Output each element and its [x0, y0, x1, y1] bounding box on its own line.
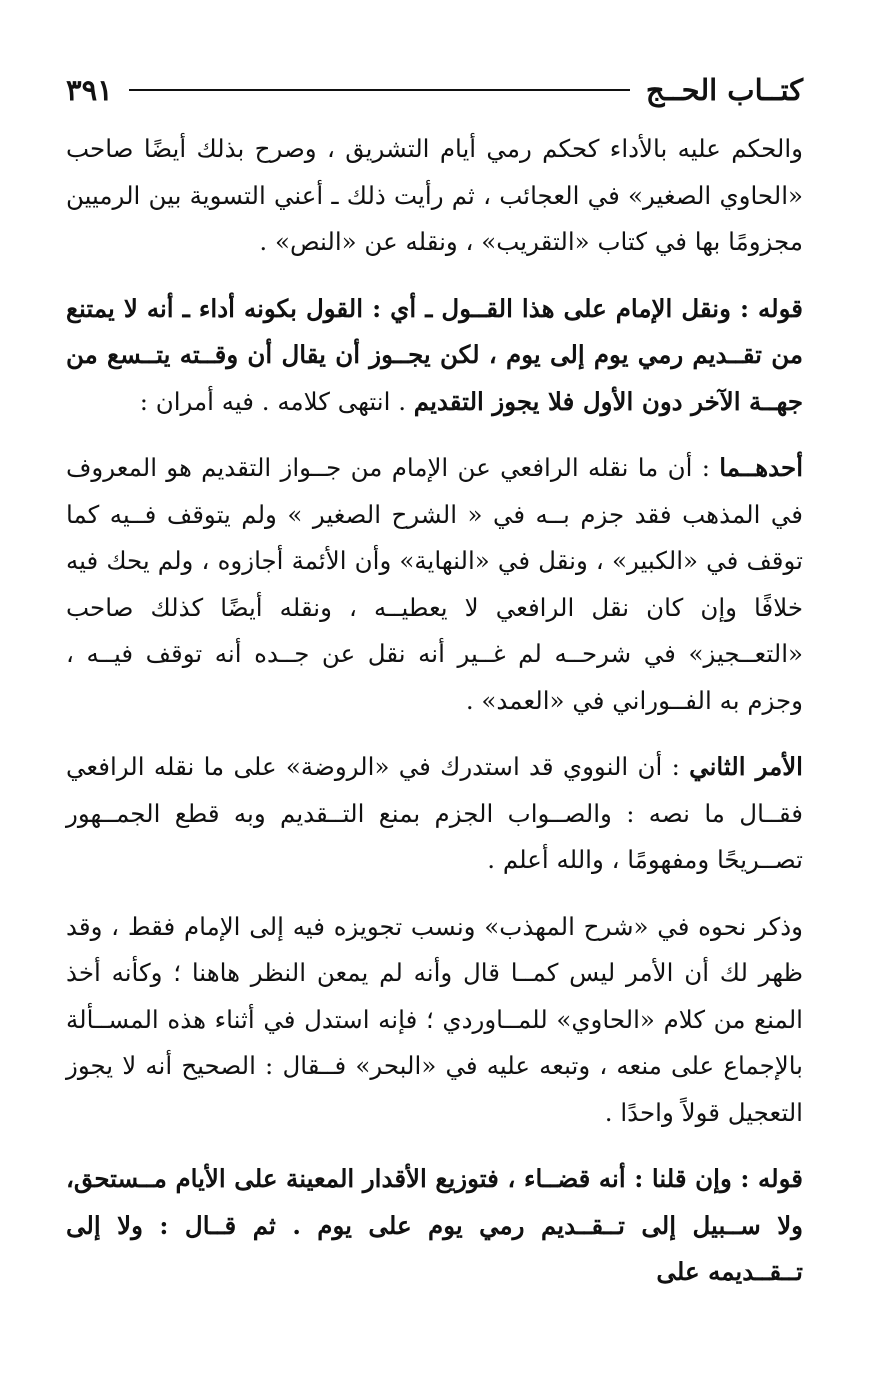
point-label: الأمر الثاني: [689, 752, 803, 781]
paragraph-text: : أن النووي قد استدرك في «الروضة» على ما نقله الرافعي فقــال ما نصه : والصــواب الجزم بمنع التــقديم وبه قطع الجمــهور تصــريحًا ومفهومًا ، والله أعلم .: [66, 752, 803, 874]
paragraph: [66, 286, 803, 426]
paragraph: [66, 445, 803, 724]
point-label: أحدهــما: [719, 453, 803, 482]
running-title: كتــاب الحــج: [645, 73, 803, 107]
paragraph-text: وذكر نحوه في «شرح المهذب» ونسب تجويزه فيه إلى الإمام فقط ، وقد ظهر لك أن الأمر ليس كمــا قال وأنه لم يمعن النظر هاهنا ؛ وكأنه أخذ المنع من كلام «الحاوي» للمــاوردي ؛ فإنه استدل في أثناء هذه المســألة بالإجماع على منعه ، وتبعه عليه في «البحر» فــقال : الصحيح أنه لا يجوز التعجيل قولاً واحدًا .: [66, 911, 803, 1127]
paragraph: [66, 904, 803, 1137]
header-rule: [129, 89, 630, 91]
page-body: [66, 126, 803, 1296]
quoted-statement: قوله : ونقل الإمام على هذا القــول ـ أي : القول بكونه أداء ـ أنه لا يمتنع من تقــديم رمي يوم إلى يوم ، لكن يجــوز أن يقال أن وقــته يتــسع من جهــة الآخر دون الأول فلا يجوز التقديم: [66, 293, 803, 416]
paragraph-text: والحكم عليه بالأداء كحكم رمي أيام التشريق ، وصرح بذلك أيضًا صاحب «الحاوي الصغير» في العجائب ، ثم رأيت ذلك ـ أعني التسوية بين الرميين مجزومًا بها في كتاب «التقريب» ، ونقله عن «النص» .: [66, 134, 803, 256]
paragraph: [66, 1156, 803, 1296]
paragraph: [66, 744, 803, 884]
quoted-statement: قوله : وإن قلنا : أنه قضــاء ، فتوزيع الأقدار المعينة على الأيام مــستحق، ولا ســبيل إلى تــقــديم رمي يوم على يوم . ثم قــال : ولا إلى تــقــديمه على: [66, 1164, 803, 1286]
paragraph-text: . انتهى كلامه . فيه أمران :: [139, 386, 414, 416]
paragraph-text: : أن ما نقله الرافعي عن الإمام من جــواز التقديم هو المعروف في المذهب فقد جزم بــه في « الشرح الصغير » ولم يتوقف فــيه كما توقف في «الكبير» ، ونقل في «النهاية» وأن الأئمة أجازوه ، ولم يحك فيه خلافًا وإن كان نقل الرافعي لا يعطيــه ، ونقله أيضًا كذلك صاحب «التعــجيز» في شرحــه لم غــير أنه نقل عن جــده أنه توقف فيــه ، وجزم به الفــوراني في «العمد» .: [66, 453, 803, 715]
page-number: ٣٩١: [66, 73, 113, 107]
paragraph: [66, 126, 803, 266]
page-header: [66, 66, 803, 114]
